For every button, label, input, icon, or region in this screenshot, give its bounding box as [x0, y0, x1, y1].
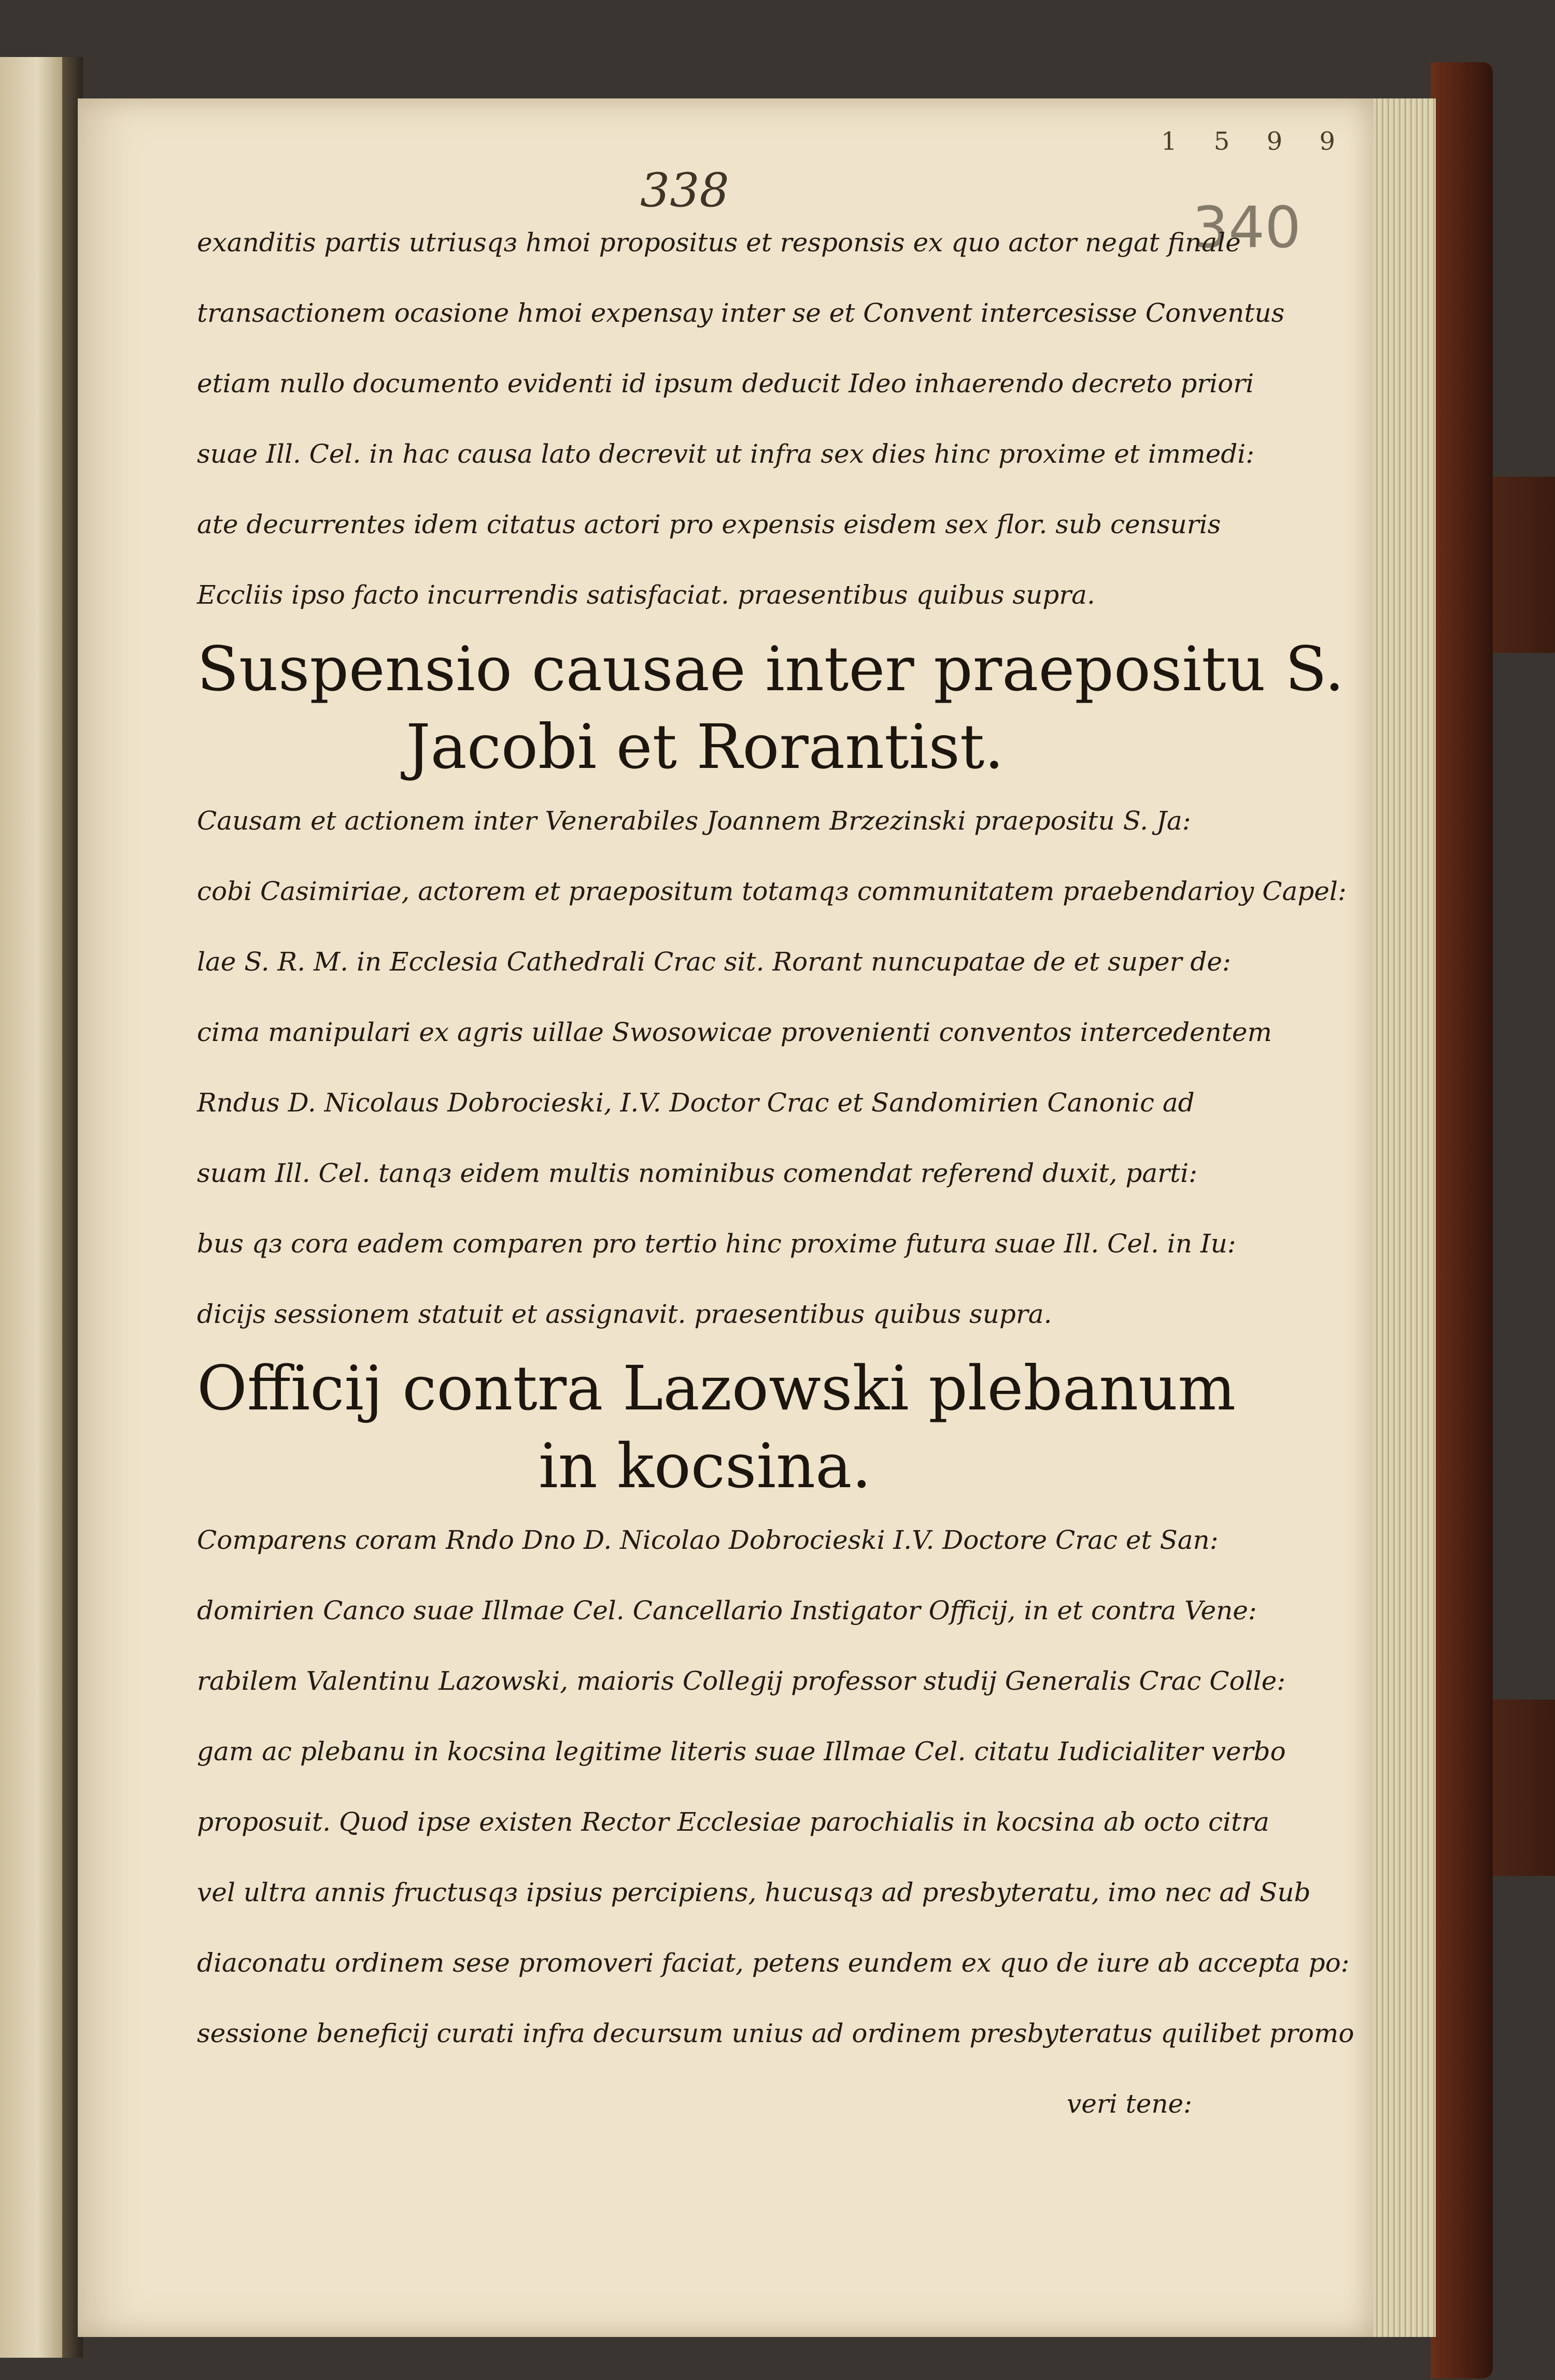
facing-page-edge: [0, 57, 64, 2358]
text-line: ate decurrentes idem citatus actori pro expensis eisdem sex flor. sub censuris: [197, 509, 1221, 539]
folio-pencil-number: 340: [1192, 194, 1301, 261]
text-line: lae S. R. M. in Ecclesia Cathedrali Crac sit. Rorant nuncupatae de et super de:: [197, 947, 1231, 977]
section-heading: Officij contra Lazowski plebanum: [197, 1352, 1236, 1424]
text-line: Eccliis ipso facto incurrendis satisfaciat. praesentibus quibus supra.: [197, 580, 1095, 610]
text-line: etiam nullo documento evidenti id ipsum deducit Ideo inhaerendo decreto priori: [197, 368, 1254, 398]
text-line: gam ac plebanu in kocsina legitime literis suae Illmae Cel. citatu Iudicialiter verbo: [197, 1736, 1286, 1766]
section-suspensio: [197, 630, 1347, 1349]
book-cover: [1431, 62, 1493, 2378]
text-line: bus qз cora eadem comparen pro tertio hinc proxime futura suae Ill. Cel. in Iu:: [197, 1229, 1236, 1259]
text-line: suam Ill. Cel. tanqз eidem multis nominibus comendat referend duxit, parti:: [197, 1158, 1198, 1188]
text-line: vel ultra annis fructusqз ipsius percipiens, hucusqз ad presbyteratu, imo nec ad Sub: [197, 1877, 1311, 1907]
binding-strap-bottom: [1493, 1700, 1555, 1876]
text-line: Comparens coram Rndo Dno D. Nicolao Dobrocieski I.V. Doctore Crac et San:: [197, 1525, 1219, 1555]
section-heading: Jacobi et Rorantist.: [406, 711, 1004, 782]
text-line: sessione beneficij curati infra decursum unius ad ordinem presbyteratus quilibet promo: [197, 2018, 1354, 2048]
text-line: exanditis partis utriusqз hmoi propositus et responsis ex quo actor negat finale: [197, 227, 1241, 258]
section-heading: in kocsina.: [538, 1430, 872, 1502]
page-number: 338: [640, 163, 729, 218]
text-line: Causam et actionem inter Venerabiles Joannem Brzezinski praepositu S. Ja:: [197, 806, 1191, 836]
section-officij: [197, 1349, 1354, 2139]
text-line: rabilem Valentinu Lazowski, maioris Collegij professor studij Generalis Crac Colle:: [197, 1666, 1286, 1696]
text-line: domirien Canco suae Illmae Cel. Cancellario Instigator Officij, in et contra Vene:: [197, 1595, 1257, 1626]
text-line: dicijs sessionem statuit et assignavit. praesentibus quibus supra.: [197, 1299, 1052, 1329]
catchword: veri tene:: [1067, 2089, 1192, 2119]
text-line: proposuit. Quod ipse existen Rector Ecclesiae parochialis in kocsina ab octo citra: [197, 1807, 1269, 1837]
folio-ink-number: 1 5 9 9: [1161, 127, 1350, 156]
text-line: cima manipulari ex agris uillae Swosowicae provenienti conventos intercedentem: [197, 1017, 1272, 1047]
text-line: cobi Casimiriae, actorem et praepositum totamqз communitatem praebendarioy Capel:: [197, 876, 1347, 906]
binding-strap-top: [1493, 477, 1555, 653]
page-block-edges: [1368, 98, 1436, 2337]
text-line: suae Ill. Cel. in hac causa lato decrevit ut infra sex dies hinc proxime et immedi:: [197, 439, 1255, 469]
text-line: Rndus D. Nicolaus Dobrocieski, I.V. Doctor Crac et Sandomirien Canonic ad: [197, 1088, 1195, 1118]
text-line: transactionem ocasione hmoi expensay inter se et Convent intercesisse Conventus: [197, 298, 1285, 328]
section-heading: Suspensio causae inter praepositu S.: [197, 633, 1345, 705]
text-line: diaconatu ordinem sese promoveri faciat, petens eundem ex quo de iure ab accepta po:: [197, 1948, 1350, 1978]
